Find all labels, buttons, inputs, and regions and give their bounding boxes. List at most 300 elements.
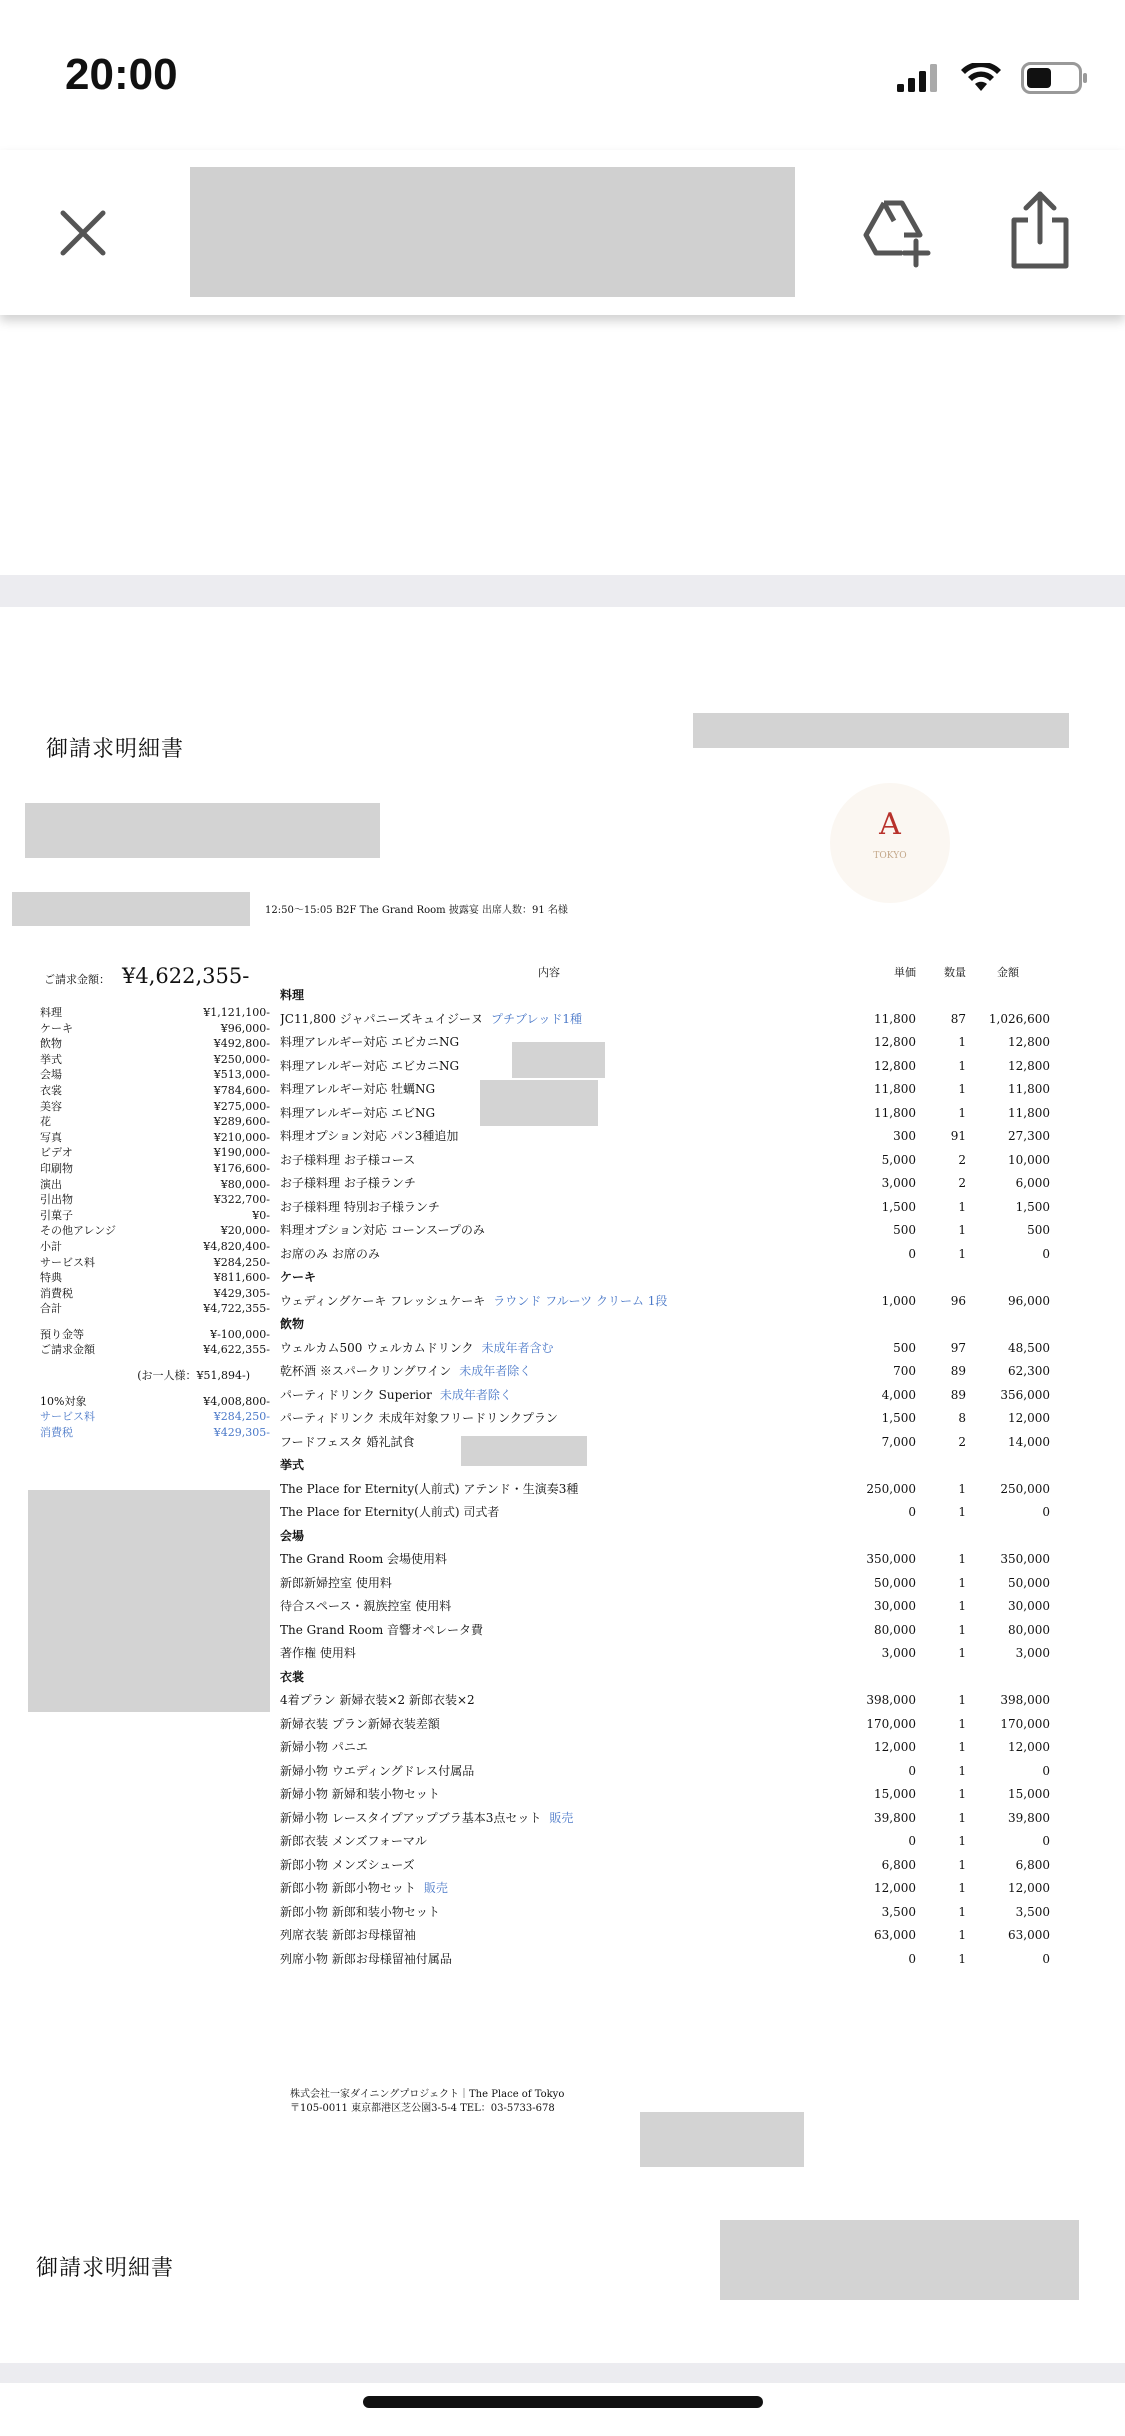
- category-label: 会場: [280, 1528, 305, 1543]
- quantity: 1: [958, 1223, 966, 1237]
- amount: 27,300: [1008, 1129, 1050, 1143]
- summary-label: 小計: [40, 1239, 62, 1253]
- amount: 10,000: [1008, 1152, 1050, 1167]
- company-line: 株式会社一家ダイニングプロジェクト｜The Place of Tokyo: [290, 2089, 565, 2100]
- quantity: 1: [958, 1881, 966, 1895]
- summary-label: 10%対象: [40, 1394, 87, 1408]
- status-bar: [0, 0, 1125, 150]
- quantity: 1: [958, 1082, 966, 1096]
- table-row: [280, 1713, 1050, 1737]
- summary-label: 印刷物: [40, 1161, 73, 1175]
- document-page: [0, 608, 1125, 2363]
- summary-row: [40, 1409, 270, 1425]
- item-desc: ウェディングケーキ フレッシュケーキ: [280, 1293, 486, 1308]
- unit-price: 4,000: [881, 1387, 916, 1402]
- item-desc-cell: [280, 1125, 818, 1149]
- item-desc: 著作権 使用料: [280, 1646, 356, 1660]
- logo-sub: TOKYO: [873, 851, 907, 861]
- amount: 12,000: [1008, 1740, 1050, 1754]
- item-desc-cell: [280, 1219, 818, 1243]
- table-category-row: [280, 1266, 1050, 1290]
- table-row: [280, 1431, 1050, 1455]
- redacted-block: [640, 2112, 804, 2167]
- add-to-drive-icon[interactable]: [858, 195, 934, 271]
- amount: 11,800: [1008, 1105, 1050, 1120]
- summary-label: 料理: [40, 1006, 62, 1019]
- amount: 12,800: [1008, 1058, 1050, 1073]
- table-row: [280, 1008, 1050, 1032]
- item-note: 販売: [423, 1881, 448, 1895]
- summary-row: [40, 1255, 270, 1271]
- unit-price: 5,000: [881, 1152, 916, 1167]
- amount: 30,000: [1008, 1599, 1050, 1613]
- quantity: 89: [950, 1364, 966, 1378]
- unit-price: 170,000: [866, 1716, 916, 1731]
- item-desc: お席のみ お席のみ: [280, 1246, 380, 1261]
- category-label: 衣裳: [280, 1669, 305, 1684]
- amount: 50,000: [1008, 1575, 1050, 1590]
- table-row: [280, 1407, 1050, 1431]
- item-desc-cell: [280, 1854, 818, 1878]
- unit-price: 0: [908, 1834, 916, 1848]
- summary-row: [40, 1021, 270, 1037]
- table-category-row: [280, 1525, 1050, 1549]
- item-desc-cell: [280, 1196, 818, 1220]
- amount: 356,000: [1000, 1387, 1050, 1402]
- home-indicator[interactable]: [363, 2396, 763, 2408]
- amount: 12,800: [1008, 1035, 1050, 1049]
- summary-value: ¥429,305-: [213, 1425, 270, 1439]
- table-row: [280, 1619, 1050, 1643]
- item-desc-cell: [280, 1948, 818, 1972]
- table-row: [280, 1595, 1050, 1619]
- battery-icon: [1021, 62, 1089, 94]
- summary-value: ¥176,600-: [213, 1161, 270, 1175]
- quantity: 1: [958, 1834, 966, 1848]
- quantity: 1: [958, 1740, 966, 1754]
- unit-price: 0: [908, 1246, 916, 1261]
- item-desc: 列席小物 新郎お母様留袖付属品: [280, 1951, 452, 1966]
- status-time: 20:00: [65, 50, 178, 99]
- unit-price: 0: [908, 1763, 916, 1778]
- summary-row: [40, 1114, 270, 1130]
- unit-price: 700: [893, 1364, 916, 1378]
- amount: 398,000: [1000, 1693, 1050, 1707]
- item-desc-cell: [280, 1807, 818, 1831]
- table-row: [280, 1642, 1050, 1666]
- table-row: [280, 1478, 1050, 1502]
- unit-price: 6,800: [881, 1857, 916, 1872]
- item-desc-cell: [280, 1478, 818, 1502]
- amount: 0: [1042, 1246, 1050, 1261]
- quantity: 87: [950, 1011, 966, 1026]
- summary-row: [40, 1052, 270, 1068]
- category-label: 飲物: [280, 1317, 305, 1331]
- col-qty: 数量: [944, 966, 966, 979]
- table-row: [280, 1360, 1050, 1384]
- table-header: [280, 964, 1050, 984]
- unit-price: 12,800: [874, 1035, 916, 1049]
- summary-row: [40, 1145, 270, 1161]
- unit-price: 0: [908, 1505, 916, 1519]
- billing-header: [44, 964, 249, 988]
- page-separator: [0, 575, 1125, 607]
- summary-row: [40, 1083, 270, 1099]
- item-note: 未成年者含む: [481, 1340, 554, 1355]
- summary-value: ¥250,000-: [213, 1052, 270, 1066]
- share-icon[interactable]: [1008, 190, 1072, 270]
- unit-price: 63,000: [874, 1928, 916, 1942]
- summary-row: [40, 1270, 270, 1286]
- table-row: [280, 1689, 1050, 1713]
- summary-label: 飲物: [40, 1037, 62, 1051]
- item-desc: 列席衣装 新郎お母様留袖: [280, 1928, 416, 1942]
- category-label: ケーキ: [280, 1270, 317, 1284]
- item-desc-cell: [280, 1713, 818, 1737]
- quantity: 96: [950, 1293, 966, 1308]
- table-row: [280, 1384, 1050, 1408]
- item-desc: 4着プラン 新婦衣装×2 新郎衣装×2: [280, 1693, 475, 1707]
- unit-price: 3,000: [881, 1176, 916, 1190]
- unit-price: 0: [908, 1951, 916, 1966]
- item-desc: 新郎小物 メンズシューズ: [280, 1857, 415, 1872]
- item-desc-cell: [280, 1783, 818, 1807]
- page-separator: [0, 2363, 1125, 2383]
- item-desc-cell: [280, 1290, 818, 1314]
- item-desc: 料理オプション対応 パン3種追加: [280, 1129, 459, 1143]
- quantity: 2: [958, 1152, 966, 1167]
- summary-label: 会場: [40, 1068, 62, 1082]
- item-desc-cell: [280, 1830, 818, 1854]
- summary-value: ¥4,622,355-: [203, 1343, 270, 1357]
- table-row: [280, 1830, 1050, 1854]
- summary-label: 引菓子: [40, 1208, 73, 1222]
- summary-value: ¥0-: [252, 1208, 270, 1222]
- summary-label: 消費税: [40, 1425, 73, 1439]
- summary-value: ¥4,008,800-: [203, 1394, 270, 1408]
- amount: 6,000: [1015, 1176, 1050, 1190]
- summary-value: ¥289,600-: [213, 1115, 270, 1129]
- item-desc: 料理アレルギー対応 エビNG: [280, 1105, 436, 1120]
- summary-label: 衣裳: [40, 1083, 62, 1097]
- unit-price: 398,000: [866, 1693, 916, 1707]
- unit-price: 300: [893, 1129, 916, 1143]
- amount: 14,000: [1008, 1434, 1050, 1449]
- summary-label: 演出: [40, 1177, 62, 1191]
- redacted-block: [28, 1490, 270, 1712]
- summary-row: [40, 1099, 270, 1115]
- summary-row: [40, 1239, 270, 1255]
- item-desc-cell: [280, 1407, 818, 1431]
- per-person-value: (お一人様：¥51,894-): [137, 1369, 250, 1383]
- quantity: 97: [950, 1340, 966, 1355]
- item-desc-cell: [280, 1384, 818, 1408]
- summary-row: [40, 1342, 270, 1358]
- unit-price: 15,000: [874, 1787, 916, 1801]
- summary-value: ¥190,000-: [213, 1146, 270, 1160]
- summary-value: ¥811,600-: [213, 1271, 270, 1285]
- quantity: 1: [958, 1951, 966, 1966]
- table-row: [280, 1196, 1050, 1220]
- quantity: 1: [958, 1693, 966, 1707]
- unit-price: 12,800: [874, 1058, 916, 1073]
- item-note: 未成年者除く: [439, 1387, 512, 1402]
- summary-value: ¥429,305-: [213, 1286, 270, 1300]
- amount: 0: [1042, 1505, 1050, 1519]
- summary-value: ¥96,000-: [220, 1021, 270, 1035]
- item-note: プチブレッド1種: [490, 1011, 583, 1026]
- event-info: 12:50〜15:05 B2F The Grand Room 披露宴 出席人数：91 名様: [265, 905, 568, 916]
- unit-price: 11,800: [874, 1011, 916, 1026]
- item-desc-cell: [280, 1243, 818, 1267]
- table-row: [280, 1783, 1050, 1807]
- venue-logo: [830, 783, 950, 903]
- table-row: [280, 1337, 1050, 1361]
- amount: 80,000: [1008, 1622, 1050, 1637]
- table-row: [280, 1924, 1050, 1948]
- quantity: 1: [958, 1481, 966, 1496]
- unit-price: 50,000: [874, 1575, 916, 1590]
- table-category-row: [280, 1313, 1050, 1337]
- amount: 12,000: [1008, 1411, 1050, 1425]
- logo-letter: A: [879, 807, 901, 842]
- summary-value: ¥784,600-: [213, 1083, 270, 1097]
- quantity: 1: [958, 1622, 966, 1637]
- unit-price: 12,000: [874, 1881, 916, 1895]
- item-desc-cell: [280, 1760, 818, 1784]
- table-row: [280, 1055, 1050, 1079]
- quantity: 1: [958, 1787, 966, 1801]
- item-desc-cell: [280, 1008, 818, 1032]
- summary-label: 特典: [40, 1271, 62, 1285]
- item-desc-cell: [280, 1548, 818, 1572]
- item-desc: パーティドリンク 未成年対象フリードリンクプラン: [280, 1411, 558, 1425]
- item-desc-cell: [280, 1501, 818, 1525]
- wifi-icon: [961, 63, 1001, 93]
- item-desc-cell: [280, 1736, 818, 1760]
- summary-block: [40, 1005, 270, 1440]
- quantity: 1: [958, 1199, 966, 1214]
- amount: 1,026,600: [988, 1011, 1050, 1026]
- summary-value: ¥4,722,355-: [203, 1302, 270, 1316]
- unit-price: 1,500: [881, 1411, 916, 1425]
- unit-price: 500: [893, 1223, 916, 1237]
- quantity: 1: [958, 1763, 966, 1778]
- summary-label: 花: [40, 1115, 51, 1129]
- item-desc: 乾杯酒 ※スパークリングワイン: [280, 1364, 452, 1378]
- close-icon[interactable]: [55, 205, 111, 261]
- summary-value: ¥284,250-: [213, 1410, 270, 1424]
- amount: 3,500: [1015, 1904, 1050, 1919]
- quantity: 1: [958, 1505, 966, 1519]
- col-amount: 金額: [997, 966, 1019, 979]
- item-desc: The Place for Eternity(人前式) 司式者: [280, 1505, 500, 1519]
- file-title-redacted: [190, 167, 795, 297]
- table-row: [280, 1125, 1050, 1149]
- summary-label: ご請求金額: [40, 1343, 95, 1357]
- table-row: [280, 1501, 1050, 1525]
- summary-value: ¥210,000-: [213, 1130, 270, 1144]
- item-desc: 新婦衣装 プラン新婦衣装差額: [280, 1716, 440, 1731]
- table-row: [280, 1078, 1050, 1102]
- quantity: 91: [950, 1129, 966, 1143]
- table-category-row: [280, 984, 1050, 1008]
- unit-price: 11,800: [874, 1105, 916, 1120]
- amount: 6,800: [1015, 1857, 1050, 1872]
- item-desc-cell: [280, 1595, 818, 1619]
- table-category-row: [280, 1454, 1050, 1478]
- item-desc-cell: [280, 1619, 818, 1643]
- table-row: [280, 1807, 1050, 1831]
- unit-price: 30,000: [874, 1599, 916, 1613]
- item-desc: ウェルカム500 ウェルカムドリンク: [280, 1340, 474, 1355]
- redacted-block: [720, 2220, 1079, 2300]
- item-desc: お子様料理 特別お子様ランチ: [280, 1199, 440, 1214]
- item-desc: 新婦小物 パニエ: [280, 1740, 368, 1754]
- redacted-block: [25, 803, 380, 858]
- summary-row: [40, 1301, 270, 1317]
- unit-price: 3,000: [881, 1646, 916, 1660]
- summary-row: [40, 1286, 270, 1302]
- summary-row: [40, 1161, 270, 1177]
- quantity: 1: [958, 1599, 966, 1613]
- status-icons: [897, 62, 1089, 94]
- item-desc-cell: [280, 1149, 818, 1173]
- document-title: 御請求明細書: [46, 737, 185, 762]
- summary-value: ¥492,800-: [213, 1037, 270, 1051]
- summary-row: [40, 1177, 270, 1193]
- item-desc: The Place for Eternity(人前式) アテンド・生演奏3種: [280, 1481, 579, 1496]
- summary-label: サービス料: [40, 1255, 95, 1269]
- summary-label: その他アレンジ: [40, 1224, 117, 1238]
- previous-page-area: [0, 315, 1125, 575]
- table-row: [280, 1572, 1050, 1596]
- quantity: 1: [958, 1246, 966, 1261]
- item-desc-cell: [280, 1337, 818, 1361]
- table-row: [280, 1290, 1050, 1314]
- summary-label: 預り金等: [40, 1327, 84, 1341]
- quantity: 2: [958, 1176, 966, 1190]
- table-category-row: [280, 1666, 1050, 1690]
- item-desc: 新郎小物 新郎小物セット: [280, 1881, 416, 1895]
- summary-row: [40, 1130, 270, 1146]
- summary-row: [40, 1036, 270, 1052]
- item-desc: JC11,800 ジャパニーズキュイジーヌ: [280, 1011, 483, 1026]
- table-row: [280, 1736, 1050, 1760]
- amount: 0: [1042, 1951, 1050, 1966]
- quantity: 1: [958, 1904, 966, 1919]
- quantity: 1: [958, 1857, 966, 1872]
- quantity: 1: [958, 1928, 966, 1942]
- amount: 39,800: [1008, 1810, 1050, 1825]
- summary-row: [40, 1223, 270, 1239]
- item-desc: 新婦小物 新婦和装小物セット: [280, 1787, 440, 1801]
- summary-row: [40, 1067, 270, 1083]
- quantity: 1: [958, 1105, 966, 1120]
- item-desc: 新婦小物 ウエディングドレス付属品: [280, 1763, 475, 1778]
- unit-price: 1,500: [881, 1199, 916, 1214]
- amount: 350,000: [1000, 1552, 1050, 1566]
- summary-label: 引出物: [40, 1193, 73, 1207]
- document-title-next: 御請求明細書: [36, 2256, 175, 2281]
- summary-label: ビデオ: [40, 1146, 73, 1160]
- table-row: [280, 1102, 1050, 1126]
- item-desc: 待合スペース・親族控室 使用料: [280, 1599, 452, 1613]
- item-desc: お子様料理 お子様ランチ: [280, 1176, 416, 1190]
- item-desc: 料理オプション対応 コーンスープのみ: [280, 1223, 485, 1237]
- unit-price: 39,800: [874, 1810, 916, 1825]
- summary-label: ケーキ: [40, 1021, 73, 1035]
- summary-row: [40, 1327, 270, 1343]
- summary-value: ¥20,000-: [220, 1224, 270, 1238]
- summary-value: ¥80,000-: [220, 1177, 270, 1191]
- item-desc-cell: [280, 1172, 818, 1196]
- table-row: [280, 1760, 1050, 1784]
- unit-price: 350,000: [866, 1552, 916, 1566]
- quantity: 1: [958, 1716, 966, 1731]
- redacted-block: [461, 1436, 587, 1466]
- amount: 0: [1042, 1763, 1050, 1778]
- item-desc-cell: [280, 1877, 818, 1901]
- amount: 1,500: [1015, 1199, 1050, 1214]
- item-desc: The Grand Room 会場使用料: [280, 1552, 448, 1566]
- item-desc-cell: [280, 1901, 818, 1925]
- amount: 0: [1042, 1834, 1050, 1848]
- amount: 62,300: [1008, 1364, 1050, 1378]
- unit-price: 1,000: [881, 1293, 916, 1308]
- billing-label: ご請求金額：: [44, 973, 110, 986]
- amount: 96,000: [1008, 1293, 1050, 1308]
- signal-icon: [897, 64, 941, 92]
- table-row: [280, 1948, 1050, 1972]
- item-desc: 新婦小物 レースタイプアップブラ基本3点セット: [280, 1810, 542, 1825]
- unit-price: 500: [893, 1340, 916, 1355]
- table-row: [280, 1877, 1050, 1901]
- table-row: [280, 1901, 1050, 1925]
- summary-label: 消費税: [40, 1286, 73, 1300]
- summary-row: [40, 1394, 270, 1410]
- item-desc: 新郎新婦控室 使用料: [280, 1575, 392, 1590]
- item-desc: 新郎衣装 メンズフォーマル: [280, 1834, 427, 1848]
- summary-row: [40, 1208, 270, 1224]
- item-desc-cell: [280, 1572, 818, 1596]
- summary-value: ¥1,121,100-: [203, 1006, 270, 1019]
- summary-label: 美容: [40, 1099, 62, 1113]
- redacted-block: [480, 1080, 598, 1126]
- summary-value: ¥284,250-: [213, 1255, 270, 1269]
- quantity: 1: [958, 1646, 966, 1660]
- item-desc: The Grand Room 音響オペレータ費: [280, 1622, 484, 1637]
- redacted-block: [12, 892, 250, 926]
- category-label: 挙式: [280, 1458, 305, 1472]
- unit-price: 250,000: [866, 1481, 916, 1496]
- summary-row: [40, 1425, 270, 1441]
- quantity: 1: [958, 1810, 966, 1825]
- item-desc: 料理アレルギー対応 牡蠣NG: [280, 1082, 436, 1096]
- unit-price: 11,800: [874, 1082, 916, 1096]
- amount: 3,000: [1015, 1646, 1050, 1660]
- quantity: 1: [958, 1058, 966, 1073]
- table-row: [280, 1548, 1050, 1572]
- quantity: 89: [950, 1387, 966, 1402]
- item-desc: お子様料理 お子様コース: [280, 1152, 416, 1167]
- summary-value: ¥275,000-: [213, 1099, 270, 1113]
- unit-price: 3,500: [881, 1904, 916, 1919]
- table-row: [280, 1854, 1050, 1878]
- quantity: 1: [958, 1035, 966, 1049]
- amount: 11,800: [1008, 1082, 1050, 1096]
- per-person: [40, 1368, 270, 1384]
